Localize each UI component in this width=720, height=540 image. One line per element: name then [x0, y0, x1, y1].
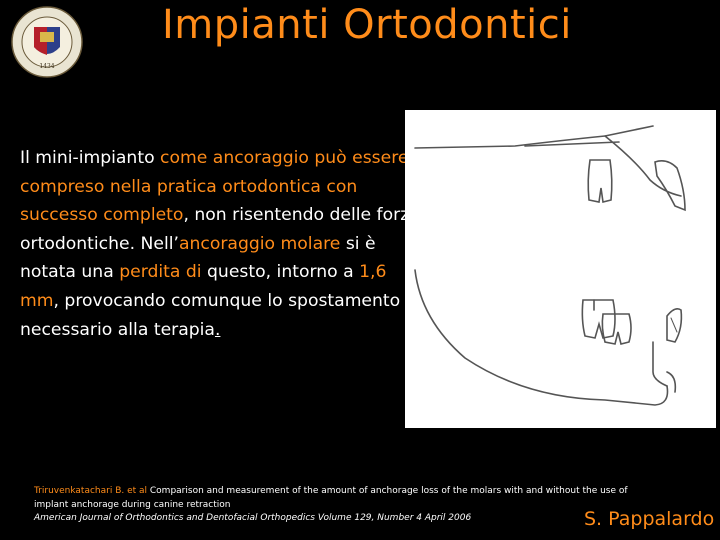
- body-segment-highlight: 1,6 mm: [20, 262, 387, 311]
- body-segment-highlight: perdita di: [119, 262, 202, 283]
- slide-body-text: [20, 144, 420, 344]
- reference-authors: Triruvenkatachari B. et al: [34, 486, 148, 496]
- body-segment-highlight: ancoraggio molare: [178, 233, 341, 254]
- svg-text:1434: 1434: [39, 63, 55, 70]
- body-segment-underlined: .: [214, 319, 221, 340]
- dental-sketch-image: [405, 110, 716, 428]
- body-segment: , non risentendo delle forze ortodontiche. Nell’: [20, 205, 420, 254]
- author-signature: S. Pappalardo: [584, 508, 715, 530]
- sketch-maxilla-curve: [605, 136, 681, 196]
- slide-title: Impianti Ortodontici: [162, 2, 572, 48]
- reference-journal: American Journal of Orthodontics and Dentofacial Orthopedics Volume 129, Number 4 April 2006: [34, 513, 472, 523]
- body-segment-highlight: come ancoraggio può essere compreso nella pratica ortodontica con successo completo: [20, 148, 409, 226]
- body-segment: si è notata una: [20, 233, 376, 283]
- university-seal-logo: [10, 5, 84, 79]
- reference-citation: [34, 485, 634, 526]
- sketch-upper-jaw: [415, 126, 653, 148]
- reference-text: Comparison and measurement of the amount of anchorage loss of the molars with and without the use of implant anchorage during canine retraction: [34, 486, 628, 510]
- body-segment: , provocando comunque lo spostamento necessario alla terapia: [20, 290, 401, 340]
- body-segment: Il mini-impianto: [20, 148, 161, 168]
- body-segment: questo, intorno a: [201, 262, 360, 283]
- sketch-upper-canine: [655, 161, 685, 210]
- sketch-upper-molar: [588, 160, 612, 202]
- sketch-lower-molar: [582, 300, 615, 338]
